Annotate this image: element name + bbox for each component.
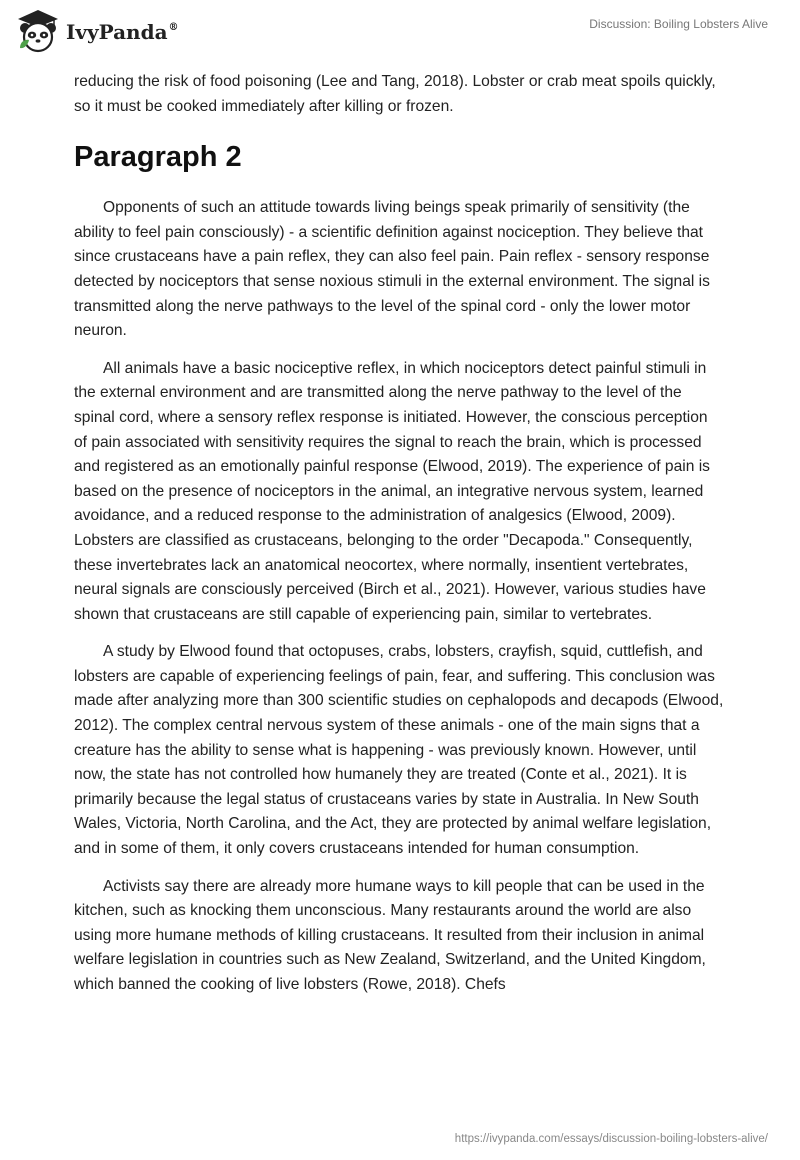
section-heading: Paragraph 2 [74, 141, 242, 174]
document-title: Discussion: Boiling Lobsters Alive [589, 17, 768, 31]
logo-text: IvyPanda® [66, 20, 179, 44]
body-paragraph: All animals have a basic nociceptive reflex, in which nociceptors detect painful stimuli in the external environment and are transmitted along the nerve pathway to the level of the spinal cord, where a sensory reflex response is initiated. However, the conscious perception of pain associated with sensitivity requires the signal to reach the brain, which is processed and registered as an emotionally painful response (Elwood, 2019). The experience of pain is based on the presence of nociceptors in the animal, an integrative nervous system, learned avoidance, and a reduced response to the administration of analgesics (Elwood, 2009). Lobsters are classified as crustaceans, belonging to the order "Decapoda." Consequently, these invertebrates lack an anatomical neocortex, where normally, insentient vertebrates, neural signals are consciously perceived (Birch et al., 2021). However, various studies have shown that crustaceans are still capable of experiencing pain, similar to vertebrates. [74, 359, 710, 623]
intro-paragraph: reducing the risk of food poisoning (Lee and Tang, 2018). Lobster or crab meat spoils quickly, so it must be cooked immediately after killing or frozen. [74, 73, 716, 115]
body-paragraph: Activists say there are already more humane ways to kill people that can be used in the kitchen, such as knocking them unconscious. Many restaurants around the world are also using more humane methods of killing crustaceans. It resulted from their inclusion in animal welfare legislation in countries such as New Zealand, Switzerland, and the United Kingdom, which banned the cooking of live lobsters (Rowe, 2018). Chefs [74, 877, 706, 993]
source-url-link[interactable]: https://ivypanda.com/essays/discussion-boiling-lobsters-alive/ [454, 1133, 768, 1145]
page-header [0, 0, 800, 66]
body-paragraph: A study by Elwood found that octopuses, crabs, lobsters, crayfish, squid, cuttlefish, and lobsters are capable of experiencing feelings of pain, fear, and suffering. This conclusion was made after analyzing more than 300 scientific studies on cephalopods and decapods (Elwood, 2012). The complex central nervous system of these animals - one of the main signs that a creature has the ability to sense what is happening - was previously known. However, until now, the state has not controlled how humanely they are treated (Conte et al., 2021). It is primarily because the legal status of crustaceans varies by state in Australia. In New South Wales, Victoria, North Carolina, and the Act, they are protected by animal welfare legislation, and in some of them, it only covers crustaceans intended for human consumption. [74, 643, 724, 858]
body-paragraph: Opponents of such an attitude towards living beings speak primarily of sensitivity (the ability to feel pain consciously) - a scientific definition against nociception. They believe that since crustaceans have a pain reflex, they can also feel pain. Pain reflex - sensory response detected by nociceptors that sense noxious stimuli in the external environment. The signal is transmitted along the nerve pathways to the level of the spinal cord - only the lower motor neuron. [74, 199, 710, 340]
panda-graduate-icon [14, 8, 62, 56]
ivypanda-logo[interactable] [14, 8, 179, 56]
essay-content [74, 70, 724, 1011]
